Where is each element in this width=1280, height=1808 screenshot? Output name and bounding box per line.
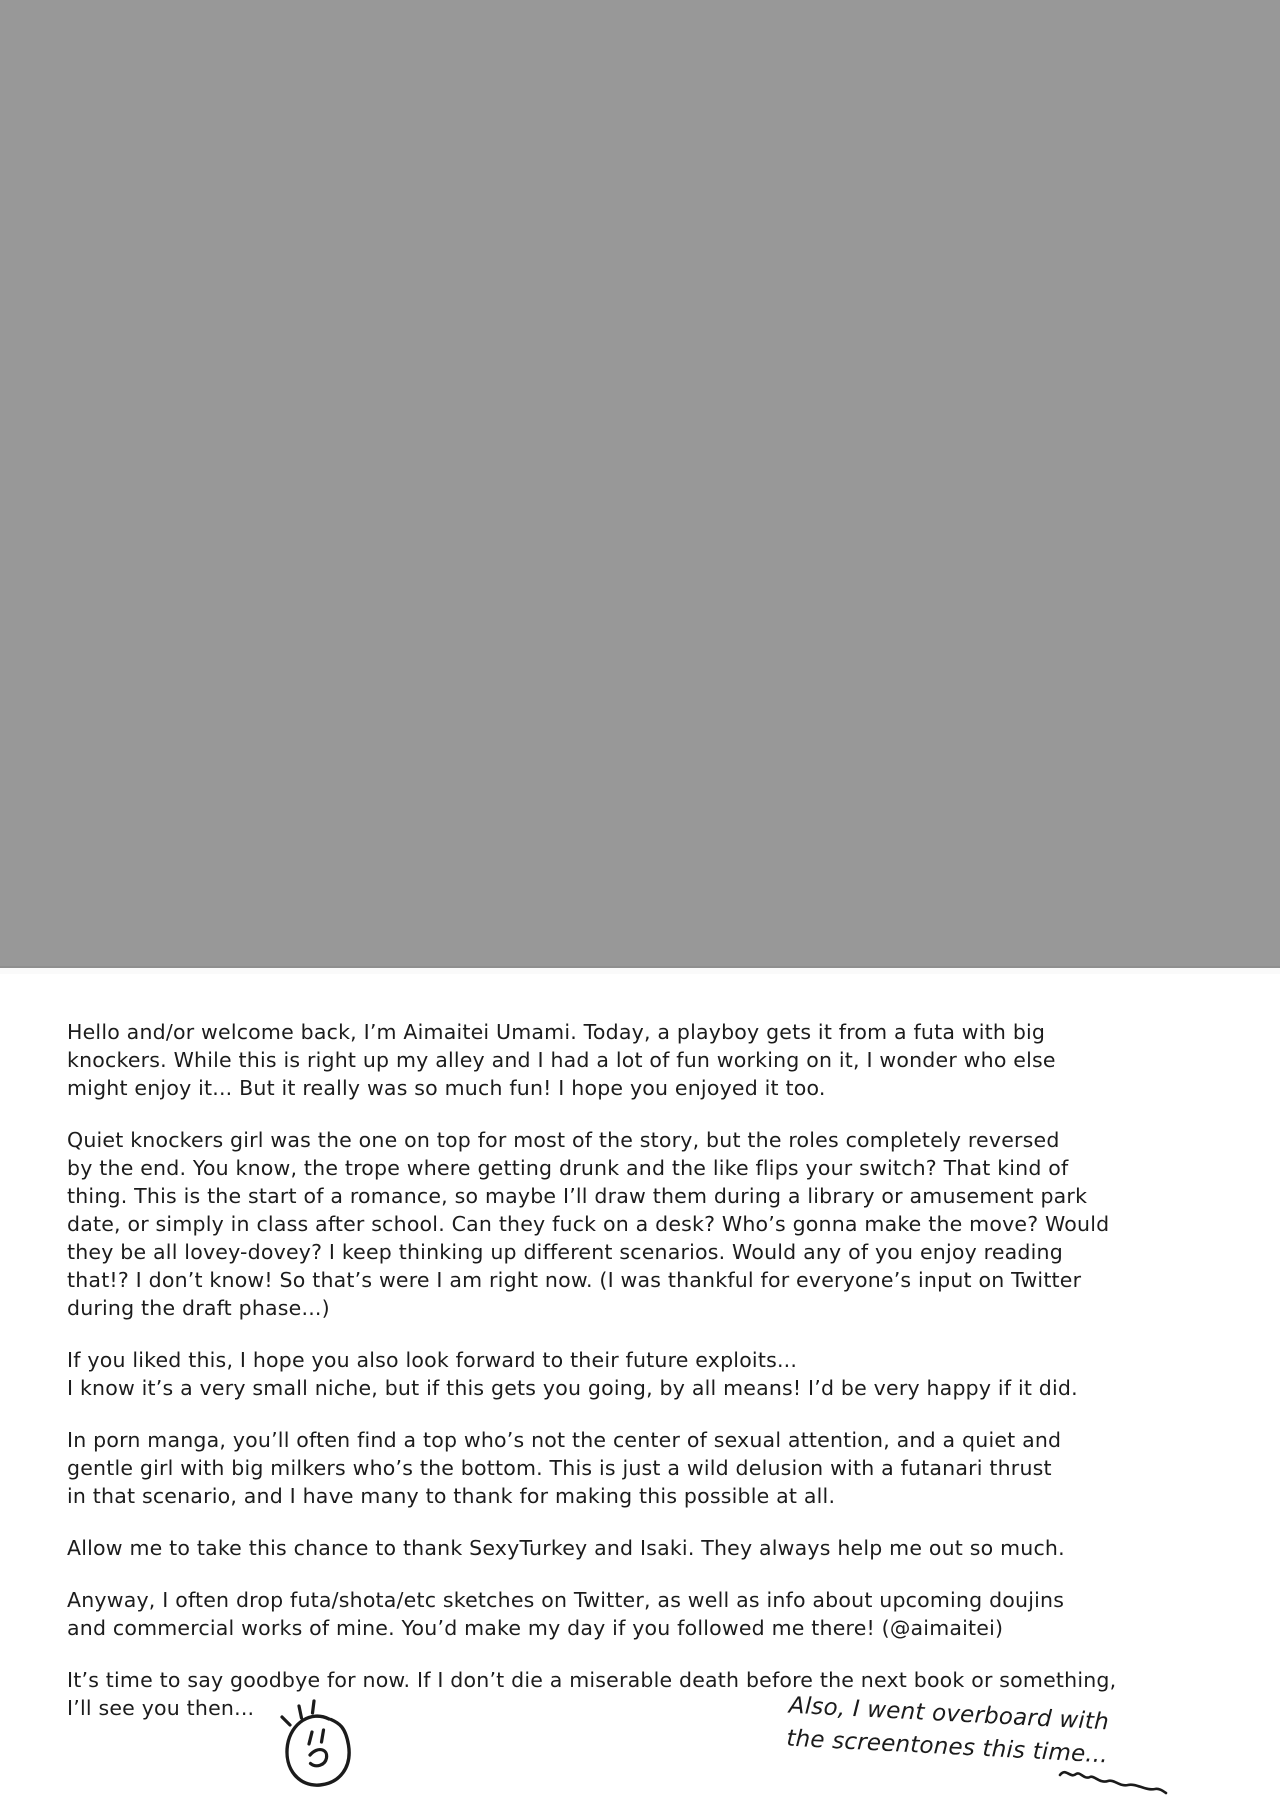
- text-line: It’s time to say goodbye for now. If I don’t die a miserable death before the next book or something,: [67, 1668, 1117, 1692]
- text-line: thing. This is the start of a romance, so maybe I’ll draw them during a library or amusement park: [67, 1184, 1088, 1208]
- text-line: In porn manga, you’ll often find a top who’s not the center of sexual attention, and a quiet and: [67, 1428, 1062, 1452]
- squiggle-underline-icon: [1058, 1765, 1168, 1797]
- text-line: by the end. You know, the trope where getting drunk and the like flips your switch? That kind of: [67, 1156, 1069, 1180]
- margin-note-line: the screentones this time...: [785, 1725, 1109, 1769]
- text-line: If you liked this, I hope you also look forward to their future exploits...: [67, 1348, 798, 1372]
- text-line: I know it’s a very small niche, but if this gets you going, by all means! I’d be very happy if it did.: [67, 1376, 1078, 1400]
- text-line: Quiet knockers girl was the one on top for most of the story, but the roles completely reversed: [67, 1128, 1060, 1152]
- afterword-paragraph: [67, 1346, 1217, 1402]
- text-line: I’ll see you then...: [67, 1696, 255, 1720]
- text-line: date, or simply in class after school. Can they fuck on a desk? Who’s gonna make the move? Would: [67, 1212, 1110, 1236]
- afterword-text-block: [67, 1018, 1217, 1746]
- text-line: knockers. While this is right up my alley and I had a lot of fun working on it, I wonder who else: [67, 1048, 1056, 1072]
- text-line: in that scenario, and I have many to thank for making this possible at all.: [67, 1484, 836, 1508]
- afterword-paragraph: [67, 1534, 1217, 1562]
- afterword-paragraph: [67, 1018, 1217, 1102]
- text-line: might enjoy it... But it really was so much fun! I hope you enjoyed it too.: [67, 1076, 826, 1100]
- text-line: Anyway, I often drop futa/shota/etc sketches on Twitter, as well as info about upcoming doujins: [67, 1588, 1065, 1612]
- margin-note-line: Also, I went overboard with: [788, 1692, 1110, 1736]
- text-line: Hello and/or welcome back, I’m Aimaitei Umami. Today, a playboy gets it from a futa with big: [67, 1020, 1046, 1044]
- happy-face-doodle-icon: [268, 1698, 358, 1798]
- text-line: gentle girl with big milkers who’s the bottom. This is just a wild delusion with a futanari thrust: [67, 1456, 1052, 1480]
- text-line: during the draft phase...): [67, 1296, 330, 1320]
- text-line: Allow me to take this chance to thank SexyTurkey and Isaki. They always help me out so much.: [67, 1536, 1065, 1560]
- text-line: and commercial works of mine. You’d make my day if you followed me there! (@aimaitei): [67, 1616, 1004, 1640]
- text-line: they be all lovey-dovey? I keep thinking up different scenarios. Would any of you enjoy reading: [67, 1240, 1063, 1264]
- afterword-paragraph: [67, 1586, 1217, 1642]
- afterword-paragraph: [67, 1126, 1217, 1322]
- text-line: that!? I don’t know! So that’s were I am right now. (I was thankful for everyone’s input on Twitter: [67, 1268, 1082, 1292]
- afterword-paragraph: [67, 1426, 1217, 1510]
